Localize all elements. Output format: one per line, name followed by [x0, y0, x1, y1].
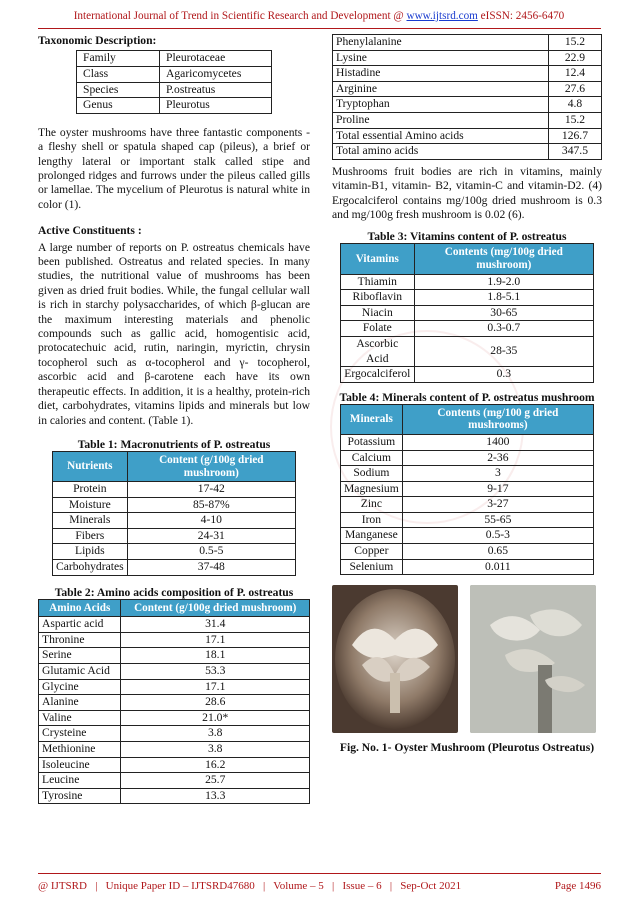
table-cell: Tyrosine: [39, 788, 121, 804]
column-header: Vitamins: [341, 244, 415, 274]
table-cell: 17-42: [127, 482, 295, 498]
table-cell: Crysteine: [39, 726, 121, 742]
table-row: [341, 497, 594, 513]
active-constituents-paragraph: A large number of reports on P. ostreatus chemicals have been published. Ostreatus and related species. In many studies, the nutritional value of mushrooms has been given as dried fruit bodies. While, the fungal cellular wall is rich in starchy polysaccharides, of which β-glucan are the maximum interesting materials and phenolic compounds such as gallic acid, homogentisic acid, protocatechuic acid, rutin, naringin, myrictin, chrysin tocopherol such as α-tocopherol and γ- tocopherol, ascorbic acid and β-carotene each have its own therapeutic effects. In addition, it is a healthy, protein-rich diet, carbohydrates, vitamins lipids and minerals but low in calories and content. (Table 1).: [38, 240, 310, 427]
table-row: [39, 695, 310, 711]
table-row: [341, 466, 594, 482]
table-cell: 3.8: [121, 726, 310, 742]
table-cell: 347.5: [548, 144, 601, 160]
table-row: [39, 788, 310, 804]
table-row: [333, 66, 602, 82]
right-column: [332, 34, 602, 754]
left-column: [38, 34, 310, 804]
table-cell: 2-36: [402, 450, 593, 466]
figure-caption: Fig. No. 1- Oyster Mushroom (Pleurotus Ostreatus): [339, 741, 595, 755]
table-cell: Alanine: [39, 695, 121, 711]
table-cell: Pleurotus: [160, 98, 272, 114]
table-row: [341, 336, 594, 366]
table-cell: Sodium: [341, 466, 403, 482]
table4-minerals: [340, 404, 594, 576]
table-cell: 12.4: [548, 66, 601, 82]
table-row: [333, 128, 602, 144]
table-cell: 17.1: [121, 632, 310, 648]
table-cell: 0.5-3: [402, 528, 593, 544]
table-cell: 15.2: [548, 112, 601, 128]
table-cell: Class: [77, 67, 160, 83]
table-cell: 3.8: [121, 742, 310, 758]
taxonomy-title: Taxonomic Description:: [38, 34, 157, 47]
vitamins-paragraph: Mushrooms fruit bodies are rich in vitamins, mainly vitamin-B1, vitamin- B2, vitamin-C and vitamin-D2. (4) Ergocalciferol contains mg/100g dried mushroom is 0.3 and mg/100g fresh mushroom is 0.02 (6).: [332, 164, 602, 221]
table-cell: Potassium: [341, 434, 403, 450]
table-cell: Thronine: [39, 632, 121, 648]
table-cell: Aspartic acid: [39, 617, 121, 633]
table-cell: Serine: [39, 648, 121, 664]
column-header: Contents (mg/100g dried mushroom): [414, 244, 593, 274]
table-cell: 31.4: [121, 617, 310, 633]
table4-caption: Table 4: Minerals content of P. ostreatus mushroom: [339, 390, 595, 404]
table-cell: 17.1: [121, 679, 310, 695]
table-row: [341, 544, 594, 560]
table2-amino-acids: [38, 599, 310, 805]
column-header: Amino Acids: [39, 599, 121, 617]
table-cell: Leucine: [39, 773, 121, 789]
table-cell: Calcium: [341, 450, 403, 466]
journal-url-link[interactable]: www.ijtsrd.com: [406, 10, 478, 22]
table-cell: 24-31: [127, 528, 295, 544]
table-row: [77, 51, 272, 67]
table-cell: 0.65: [402, 544, 593, 560]
table-cell: Moisture: [53, 497, 128, 513]
taxonomy-table: [76, 50, 272, 113]
table-cell: 0.3: [414, 367, 593, 383]
table3-caption: Table 3: Vitamins content of P. ostreatus: [367, 230, 567, 244]
table-row: [341, 512, 594, 528]
table-cell: Methionine: [39, 742, 121, 758]
table-row: [39, 632, 310, 648]
header-rule: [38, 28, 601, 29]
table-row: [53, 482, 296, 498]
table-row: [39, 710, 310, 726]
table-row: [333, 81, 602, 97]
table-cell: 4-10: [127, 513, 295, 529]
table-row: [39, 679, 310, 695]
table-cell: Genus: [77, 98, 160, 114]
table-cell: Folate: [341, 321, 415, 337]
page-number: Page 1496: [554, 880, 601, 892]
active-constituents-title: Active Constituents :: [38, 224, 142, 238]
table-cell: Agaricomycetes: [160, 67, 272, 83]
table-row: [341, 290, 594, 306]
table-cell: Family: [77, 51, 160, 67]
table-cell: Isoleucine: [39, 757, 121, 773]
column-header: Content (g/100g dried mushroom): [127, 451, 295, 481]
table-row: [39, 773, 310, 789]
table-cell: P.ostreatus: [160, 82, 272, 98]
table3-vitamins: [340, 243, 594, 382]
table-cell: Thiamin: [341, 274, 415, 290]
figure-oyster-mushroom: [332, 585, 602, 737]
table-cell: 13.3: [121, 788, 310, 804]
table-cell: 18.1: [121, 648, 310, 664]
table-cell: Iron: [341, 512, 403, 528]
table-cell: Total amino acids: [333, 144, 549, 160]
table-cell: 25.7: [121, 773, 310, 789]
running-header: [0, 10, 638, 22]
table2-amino-acids-continued: [332, 34, 602, 160]
table-row: [77, 67, 272, 83]
table-row: [77, 98, 272, 114]
table-cell: 1400: [402, 434, 593, 450]
journal-name: International Journal of Trend in Scientific Research and Development @: [73, 10, 407, 22]
table-cell: Valine: [39, 710, 121, 726]
table-cell: Tryptophan: [333, 97, 549, 113]
table-header-row: [53, 451, 296, 481]
table-cell: 1.8-5.1: [414, 290, 593, 306]
table-cell: 3-27: [402, 497, 593, 513]
table-row: [53, 560, 296, 576]
issn: eISSN: 2456-6470: [477, 10, 565, 22]
column-header: Minerals: [341, 404, 403, 434]
table-row: [53, 544, 296, 560]
footer-rule: [38, 873, 601, 874]
table-cell: 22.9: [548, 50, 601, 66]
table-header-row: [39, 599, 310, 617]
table-cell: 4.8: [548, 97, 601, 113]
table-cell: Species: [77, 82, 160, 98]
table-cell: 1.9-2.0: [414, 274, 593, 290]
table-row: [333, 97, 602, 113]
table-row: [39, 648, 310, 664]
table-row: [333, 50, 602, 66]
table-cell: Ergocalciferol: [341, 367, 415, 383]
table-cell: 27.6: [548, 81, 601, 97]
column-header: Nutrients: [53, 451, 128, 481]
table-header-row: [341, 244, 594, 274]
mushroom-photo-right: [470, 585, 596, 733]
table-cell: Histadine: [333, 66, 549, 82]
table-cell: 53.3: [121, 664, 310, 680]
table-cell: Minerals: [53, 513, 128, 529]
table-cell: 0.3-0.7: [414, 321, 593, 337]
table-row: [333, 144, 602, 160]
table-cell: 16.2: [121, 757, 310, 773]
table-row: [341, 367, 594, 383]
table-row: [341, 559, 594, 575]
table-row: [53, 513, 296, 529]
footer-paper-info: @ IJTSRD | Unique Paper ID – IJTSRD47680 | Volume – 5 | Issue – 6 | Sep-Oct 2021: [38, 880, 462, 892]
table-cell: Protein: [53, 482, 128, 498]
table-row: [39, 617, 310, 633]
table-cell: Lysine: [333, 50, 549, 66]
table-row: [341, 481, 594, 497]
table-row: [333, 35, 602, 51]
table-cell: Carbohydrates: [53, 560, 128, 576]
table-row: [341, 528, 594, 544]
table-cell: 37-48: [127, 560, 295, 576]
table-cell: 3: [402, 466, 593, 482]
table-cell: Riboflavin: [341, 290, 415, 306]
table-cell: Selenium: [341, 559, 403, 575]
table-cell: 0.5-5: [127, 544, 295, 560]
running-footer: [38, 880, 601, 892]
table-cell: Glycine: [39, 679, 121, 695]
table-cell: 0.011: [402, 559, 593, 575]
table-cell: Niacin: [341, 305, 415, 321]
table-cell: 126.7: [548, 128, 601, 144]
table-cell: Glutamic Acid: [39, 664, 121, 680]
table-cell: 28.6: [121, 695, 310, 711]
table1-macronutrients: [52, 451, 296, 576]
table-cell: 30-65: [414, 305, 593, 321]
table-header-row: [341, 404, 594, 434]
mushroom-photo-left: [332, 585, 458, 733]
intro-paragraph: The oyster mushrooms have three fantastic components - a fleshy shell or spatula shaped cap (pileus), a brief or lengthy lateral or important stalk called stipe and prolonged ridges and furrows under the pileus called gills or lamellae. The mycelium of Pleurotus is natural white in color (1).: [38, 125, 310, 211]
table-cell: Magnesium: [341, 481, 403, 497]
table-row: [341, 321, 594, 337]
table-cell: Ascorbic Acid: [341, 336, 415, 366]
column-header: Content (g/100g dried mushroom): [121, 599, 310, 617]
column-header: Contents (mg/100 g dried mushrooms): [402, 404, 593, 434]
table-row: [77, 82, 272, 98]
table-cell: 28-35: [414, 336, 593, 366]
table-cell: 55-65: [402, 512, 593, 528]
table-row: [341, 450, 594, 466]
table-cell: Phenylalanine: [333, 35, 549, 51]
table-cell: Arginine: [333, 81, 549, 97]
table-cell: 15.2: [548, 35, 601, 51]
table-row: [53, 497, 296, 513]
table-cell: Total essential Amino acids: [333, 128, 549, 144]
table1-caption: Table 1: Macronutrients of P. ostreatus: [77, 437, 271, 451]
table-row: [39, 757, 310, 773]
table-row: [341, 305, 594, 321]
table-cell: Lipids: [53, 544, 128, 560]
table-cell: Proline: [333, 112, 549, 128]
table-row: [39, 664, 310, 680]
table-cell: Fibers: [53, 528, 128, 544]
table-cell: Pleurotaceae: [160, 51, 272, 67]
table-row: [39, 742, 310, 758]
table-row: [39, 726, 310, 742]
table-row: [333, 112, 602, 128]
table-row: [53, 528, 296, 544]
table-cell: 85-87%: [127, 497, 295, 513]
table-cell: Copper: [341, 544, 403, 560]
table2-caption: Table 2: Amino acids composition of P. ostreatus: [54, 585, 294, 599]
table-cell: 21.0*: [121, 710, 310, 726]
table-cell: Zinc: [341, 497, 403, 513]
table-cell: 9-17: [402, 481, 593, 497]
table-row: [341, 434, 594, 450]
table-row: [341, 274, 594, 290]
table-cell: Manganese: [341, 528, 403, 544]
